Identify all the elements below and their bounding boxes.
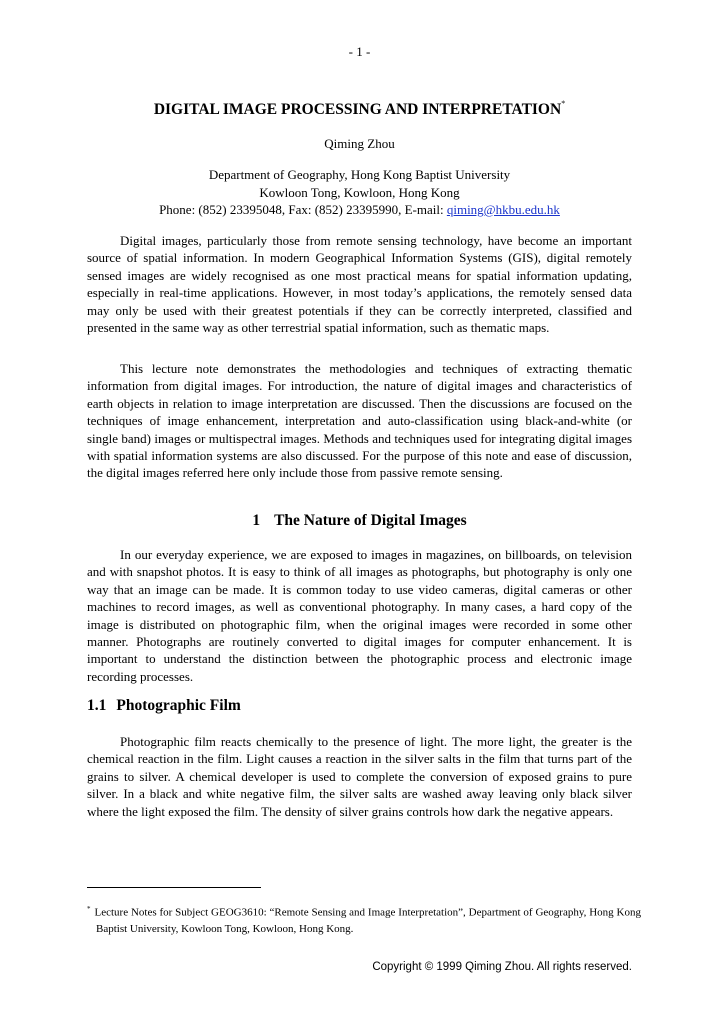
contact-phone-fax: Phone: (852) 23395048, Fax: (852) 23395990, E-mail: [159, 202, 447, 217]
email-link[interactable]: qiming@hkbu.edu.hk [446, 202, 560, 217]
page-number: - 1 - [348, 44, 371, 59]
section-title: The Nature of Digital Images [274, 512, 467, 529]
intro-paragraph-2: This lecture note demonstrates the methodologies and techniques of extracting thematic information from digital images. For introduction, the nature of digital images and characteristics of earth objects in relation to image interpretation are discussed. Then the discussions are focused on the techniques of image enhancement, interpretation and auto-classification using black-and-white (or single band) images or multispectral images. Methods and techniques used for integrating digital images with spatial information systems are also discussed. For the purpose of this note and ease of discussion, the digital images referred here only include those from passive remote sensing. [87, 361, 632, 481]
title-footnote-mark[interactable]: * [561, 99, 566, 108]
section-paragraph: In our everyday experience, we are exposed to images in magazines, on billboards, on television and with snapshot photos. It is easy to think of all images as photographs, but photography is only one way that an image can be made. It is common today to use video cameras, digital cameras or other machines to record images, as well as conventional photography. In many cases, a hard copy of the image is distributed on photographic film, when the original images were recorded in some other manner. Photographs are routinely converted to digital images for computer enhancement. It is important to understand the distinction between the photographic process and electronic image recording processes. [87, 547, 632, 684]
footnote-divider [87, 887, 261, 888]
subsection-heading [87, 697, 241, 715]
footnote [87, 901, 641, 937]
footnote-text: Lecture Notes for Subject GEOG3610: “Remote Sensing and Image Interpretation”, Department of Geography, Hong Kong Baptist University, Kowloon Tong, Kowloon, Hong Kong. [94, 906, 641, 935]
affiliation-department: Department of Geography, Hong Kong Baptist University [208, 167, 511, 182]
footnote-mark: * [87, 905, 91, 913]
affiliation-block [0, 166, 719, 219]
intro-paragraph-1: Digital images, particularly those from remote sensing technology, have become an important source of spatial information. In modern Geographical Information Systems (GIS), digital remotely sensed images are widely recognised as one most practical means for spatial information updating, especially in real-time applications. However, in most today’s applications, the remotely sensed data may only be used with their greatest potentials if they can be correctly interpreted, classified and presented in the same way as other terrestrial spatial information, such as thematic maps. [87, 233, 632, 336]
author-name: Qiming Zhou [324, 136, 395, 151]
copyright-notice: Copyright © 1999 Qiming Zhou. All rights reserved. [372, 961, 632, 973]
title-text: DIGITAL IMAGE PROCESSING AND INTERPRETATION [153, 101, 562, 119]
subsection-paragraph: Photographic film reacts chemically to the presence of light. The more light, the greater is the chemical reaction in the film. Light causes a reaction in the silver salts in the film that turns part of the grains to silver. A chemical developer is used to complete the conversion of exposed grains to pure silver. In a black and white negative film, the silver salts are washed away leaving only black silver where the light exposed the film. The density of silver grains controls how dark the negative appears. [87, 734, 632, 819]
section-heading [0, 512, 719, 530]
affiliation-contact [0, 201, 719, 219]
subsection-number: 1.1 [87, 697, 107, 714]
section-number: 1 [252, 512, 261, 529]
subsection-title: Photographic Film [116, 697, 241, 714]
document-title [0, 101, 719, 119]
affiliation-address: Kowloon Tong, Kowloon, Hong Kong [259, 184, 460, 200]
